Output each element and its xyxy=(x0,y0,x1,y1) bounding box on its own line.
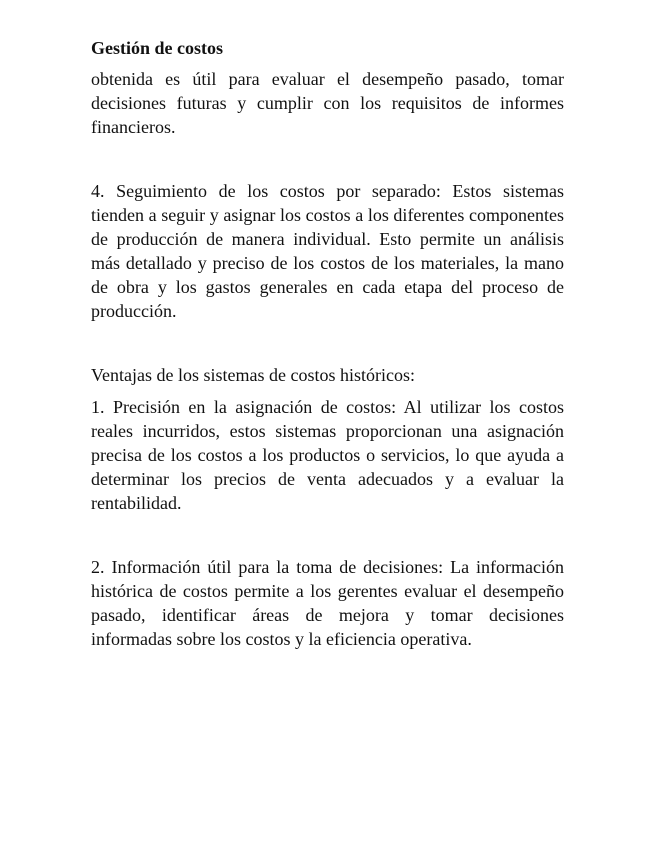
paragraph-continuation: obtenida es útil para evaluar el desempeño pasado, tomar decisiones futuras y cumplir con los requisitos de informes financieros. xyxy=(91,69,564,137)
paragraph-advantage-2: 2. Información útil para la toma de decisiones: La información histórica de costos permite a los gerentes evaluar el desempeño pasado, identificar áreas de mejora y tomar decisiones informadas sobre los costos y la eficiencia operativa. xyxy=(91,557,564,649)
section-heading-advantages: Ventajas de los sistemas de costos históricos: xyxy=(91,365,415,385)
paragraph-item-4: 4. Seguimiento de los costos por separado: Estos sistemas tienden a seguir y asignar los costos a los diferentes componentes de producción de manera individual. Esto permite un análisis más detallado y preciso de los costos de los materiales, la mano de obra y los gastos generales en cada etapa del proceso de producción. xyxy=(91,181,564,321)
paragraph-advantage-1: 1. Precisión en la asignación de costos: Al utilizar los costos reales incurridos, estos sistemas proporcionan una asignación precisa de los costos a los productos o servicios, lo que ayuda a determinar los precios de venta adecuados y a evaluar la rentabilidad. xyxy=(91,397,564,513)
page-header-title: Gestión de costos xyxy=(91,38,223,58)
document-page xyxy=(91,36,564,651)
